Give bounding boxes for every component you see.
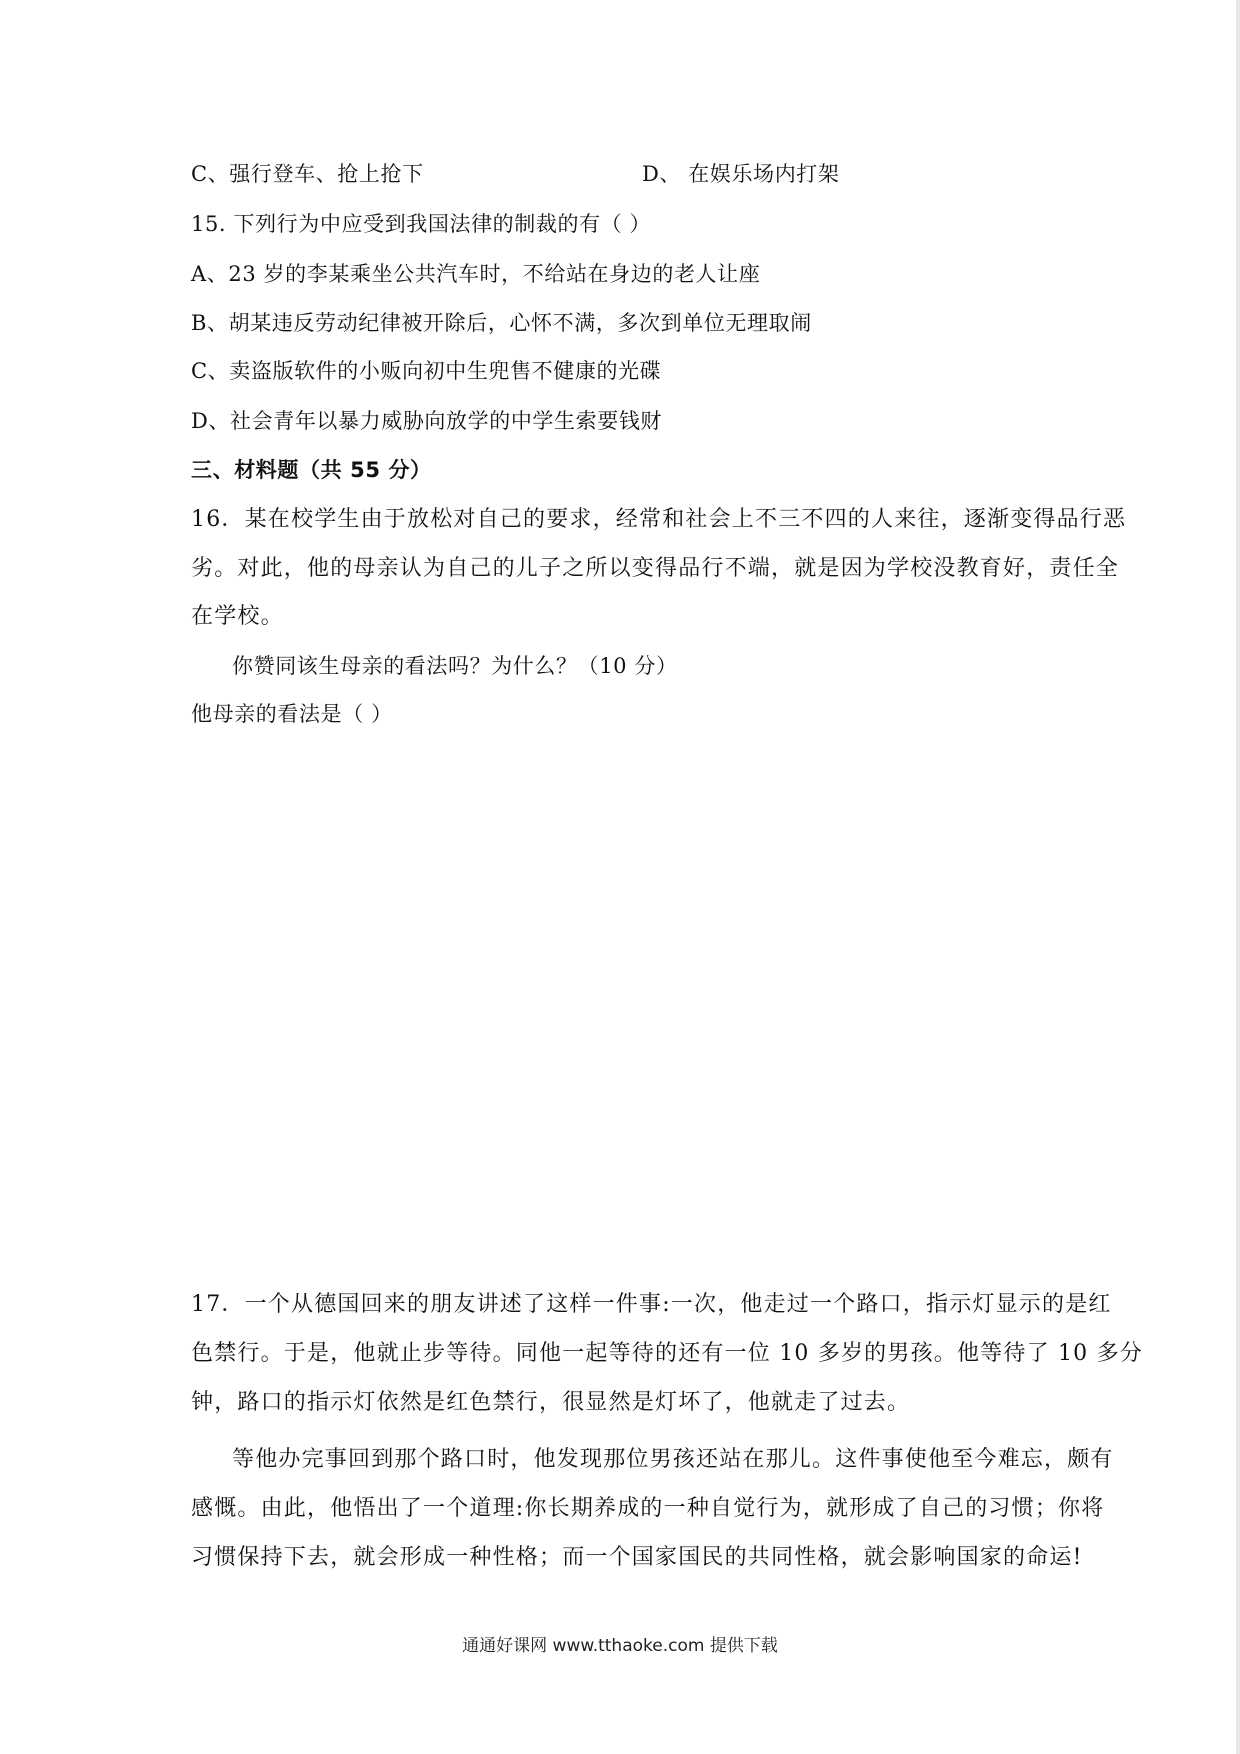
q16-question: 你赞同该生母亲的看法吗？为什么？（10 分）	[232, 654, 678, 678]
q17-line-2: 色禁行。于是，他就止步等待。同他一起等待的还有一位 10 多岁的男孩。他等待了 10 多分	[191, 1341, 1143, 1366]
page-footer: 通通好课网 www.tthaoke.com 提供下载	[462, 1636, 778, 1656]
q17-line-3: 钟，路口的指示灯依然是红色禁行，很显然是灯坏了，他就走了过去。	[191, 1390, 911, 1415]
q16-line-2: 劣。对此，他的母亲认为自己的儿子之所以变得品行不端，就是因为学校没教育好，责任全	[191, 556, 1120, 581]
q15-option-b: B、胡某违反劳动纪律被开除后，心怀不满，多次到单位无理取闹	[191, 311, 812, 335]
q14-option-c: C、强行登车、抢上抢下	[191, 162, 424, 186]
q17-line-6: 习惯保持下去，就会形成一种性格；而一个国家国民的共同性格，就会影响国家的命运!	[191, 1545, 1083, 1570]
q16-line-3: 在学校。	[191, 604, 284, 629]
page-edge	[1236, 0, 1240, 1754]
q16-answer-prompt: 他母亲的看法是（ ）	[191, 702, 393, 726]
section-3-heading: 三、材料题（共 55 分）	[191, 458, 432, 482]
q17-line-4: 等他办完事回到那个路口时，他发现那位男孩还站在那儿。这件事使他至今难忘，颇有	[232, 1447, 1114, 1472]
q15-stem: 15. 下列行为中应受到我国法律的制裁的有（ ）	[191, 212, 652, 236]
q16-line-1: 16．某在校学生由于放松对自己的要求，经常和社会上不三不四的人来往，逐渐变得品行恶	[191, 507, 1127, 532]
q14-option-d: D、 在娱乐场内打架	[642, 162, 840, 186]
q17-line-5: 感慨。由此，他悟出了一个道理:你长期养成的一种自觉行为，就形成了自己的习惯；你将	[191, 1496, 1105, 1521]
q15-option-d: D、社会青年以暴力威胁向放学的中学生索要钱财	[191, 409, 663, 433]
q15-option-a: A、23 岁的李某乘坐公共汽车时，不给站在身边的老人让座	[191, 262, 761, 286]
q15-option-c: C、卖盗版软件的小贩向初中生兜售不健康的光碟	[191, 359, 662, 383]
q17-line-1: 17．一个从德国回来的朋友讲述了这样一件事:一次，他走过一个路口，指示灯显示的是红	[191, 1292, 1112, 1317]
